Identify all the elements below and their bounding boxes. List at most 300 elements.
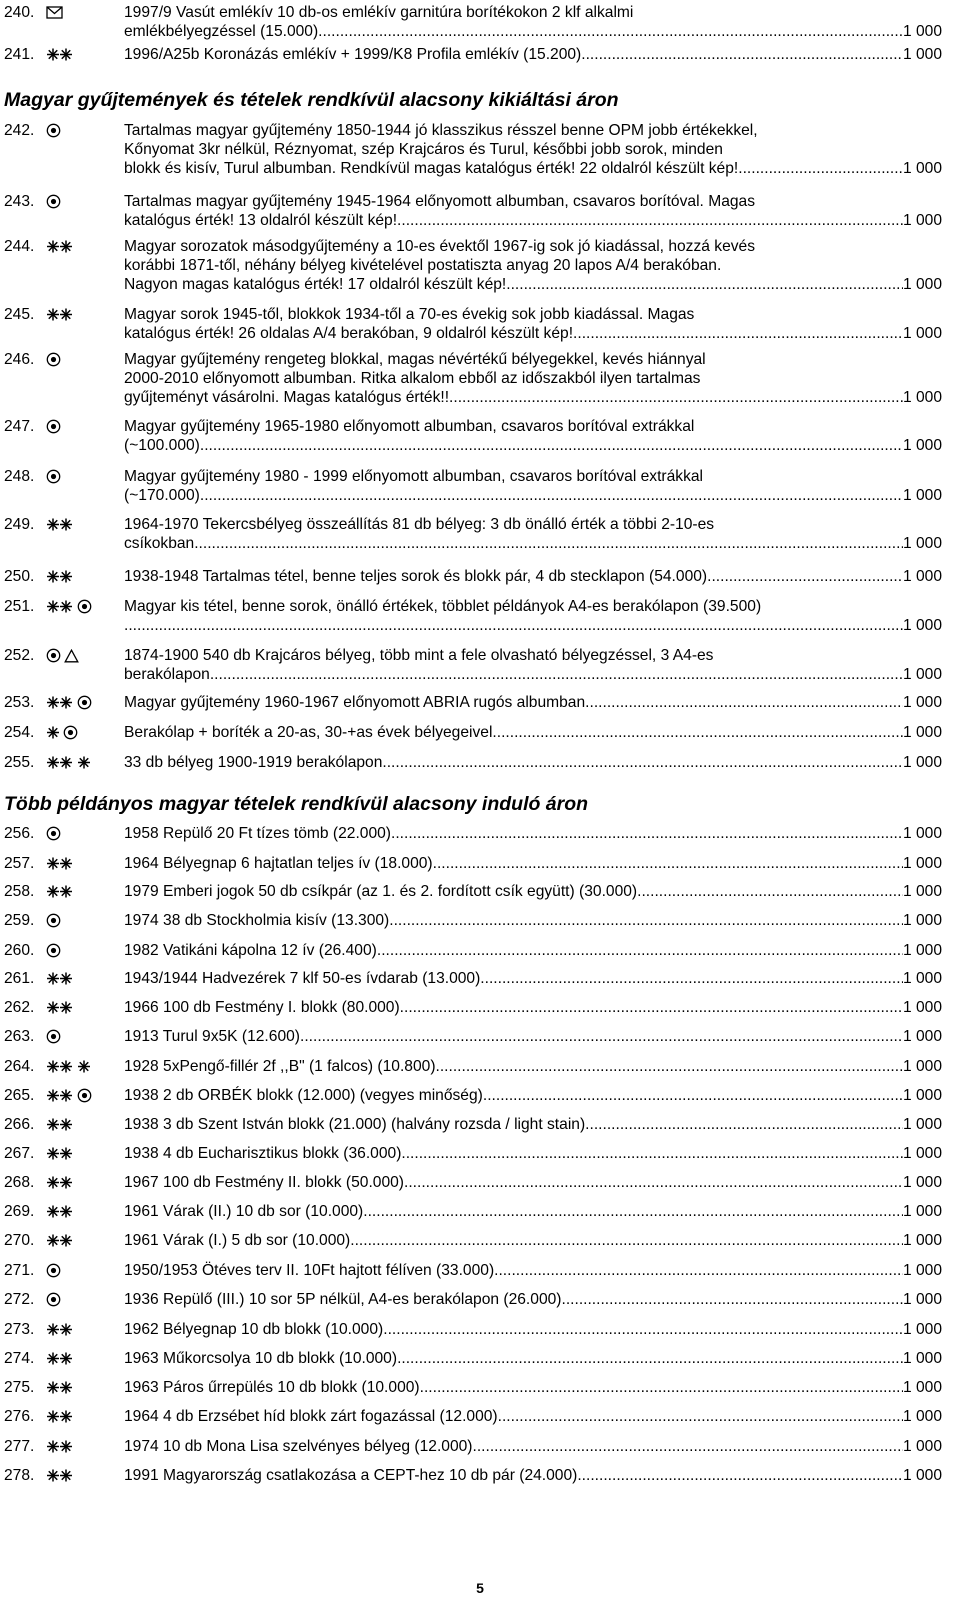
lot-description: [124, 567, 942, 586]
description-text: katalógus érték! 13 oldalról készült kép!: [124, 212, 398, 229]
double-asterisk-icon: [46, 240, 74, 253]
dot-leader: [391, 824, 903, 843]
description-line: [124, 159, 942, 178]
double-asterisk-icon: [46, 1060, 74, 1073]
starting-price: 1 000: [902, 912, 942, 929]
description-text: berakólapon: [124, 666, 210, 683]
dot-leader: [194, 534, 903, 553]
lot-number: 242.: [4, 122, 35, 139]
postmark-circle-icon: [77, 1088, 92, 1103]
description-text: Magyar gyűjtemény 1960-1967 előnyomott ABRIA rugós albumban: [124, 694, 586, 711]
starting-price: 1 000: [902, 212, 942, 229]
lot-description: [124, 1320, 942, 1339]
dot-leader: [561, 1290, 902, 1309]
starting-price: 1 000: [902, 568, 942, 585]
double-asterisk-icon: [46, 518, 74, 531]
description-text: 1938 4 db Eucharisztikus blokk (36.000): [124, 1145, 402, 1162]
dot-leader: [397, 211, 903, 230]
condition-symbols: [46, 1087, 92, 1104]
description-line: Magyar sorozatok másodgyűjtemény a 10-es évektől 1967-ig sok jó kiadással, hozzá kevés: [124, 238, 756, 255]
starting-price: 1 000: [902, 1379, 942, 1396]
condition-symbols: [46, 1321, 74, 1338]
dot-leader: [473, 1437, 903, 1456]
starting-price: 1 000: [902, 1408, 942, 1425]
starting-price: 1 000: [902, 1467, 942, 1484]
starting-price: 1 000: [902, 1174, 942, 1191]
description-text: 1996/A25b Koronázás emlékív + 1999/K8 Profila emlékív (15.200): [124, 46, 582, 63]
postmark-circle-icon: [46, 1029, 61, 1044]
description-line: [124, 665, 942, 684]
postmark-circle-icon: [46, 648, 61, 663]
description-text: katalógus érték! 26 oldalas A/4 berakóban, 9 oldalról készült kép!: [124, 325, 574, 342]
postmark-circle-icon: [46, 123, 61, 138]
starting-price: 1 000: [902, 1028, 942, 1045]
page-number: 5: [476, 1580, 484, 1596]
condition-symbols: [46, 46, 74, 63]
lot-description: [124, 417, 942, 455]
envelope-icon: [46, 6, 63, 19]
condition-symbols: [46, 825, 61, 842]
description-line: [124, 1261, 942, 1280]
triangle-icon: [64, 649, 79, 663]
description-line: [124, 388, 942, 407]
lot-number: 248.: [4, 468, 35, 485]
condition-symbols: [46, 647, 79, 664]
lot-number: 263.: [4, 1028, 35, 1045]
description-line: [124, 911, 942, 930]
dot-leader: [581, 45, 903, 64]
postmark-circle-icon: [46, 419, 61, 434]
description-text: 1963 Műkorcsolya 10 db blokk (10.000): [124, 1350, 398, 1367]
starting-price: 1 000: [902, 1262, 942, 1279]
lot-description: [124, 1202, 942, 1221]
lot-number: 256.: [4, 825, 35, 842]
lot-number: 268.: [4, 1174, 35, 1191]
condition-symbols: [46, 1438, 74, 1455]
lot-number: 271.: [4, 1262, 35, 1279]
condition-symbols: [46, 122, 61, 139]
description-line: [124, 753, 942, 772]
condition-symbols: [46, 568, 74, 585]
description-text: 1962 Bélyegnap 10 db blokk (10.000): [124, 1321, 384, 1338]
description-text: csíkokban: [124, 535, 195, 552]
postmark-circle-icon: [46, 826, 61, 841]
description-line: [124, 534, 942, 553]
lot-description: [124, 3, 942, 41]
double-asterisk-icon: [46, 308, 74, 321]
double-asterisk-icon: [46, 1001, 74, 1014]
starting-price: 1 000: [902, 276, 942, 293]
section-heading: Magyar gyűjtemények és tételek rendkívül alacsony kikiáltási áron: [4, 89, 619, 111]
dot-leader: [124, 616, 903, 635]
description-line: Magyar kis tétel, benne sorok, önálló értékek, többlet példányok A4-es berakólapon (39.500): [124, 598, 762, 615]
lot-number: 258.: [4, 883, 35, 900]
description-text: 1961 Várak (I.) 5 db sor (10.000): [124, 1232, 351, 1249]
asterisk-icon: [77, 1060, 91, 1073]
description-text: 1991 Magyarország csatlakozása a CEPT-hez 10 db pár (24.000): [124, 1467, 578, 1484]
condition-symbols: [46, 1028, 61, 1045]
starting-price: 1 000: [902, 999, 942, 1016]
lot-description: [124, 1144, 942, 1163]
starting-price: 1 000: [902, 1321, 942, 1338]
starting-price: 1 000: [902, 754, 942, 771]
condition-symbols: [46, 306, 74, 323]
lot-number: 246.: [4, 351, 35, 368]
lot-number: 255.: [4, 754, 35, 771]
description-line: [124, 998, 942, 1017]
description-line: [124, 1349, 942, 1368]
description-line: [124, 1290, 942, 1309]
description-line: Kőnyomat 3kr nélkül, Réznyomat, szép Krajcáros és Turul, későbbi jobb sorok, minden: [124, 141, 723, 158]
double-asterisk-icon: [46, 1118, 74, 1131]
dot-leader: [200, 486, 903, 505]
section-heading: Több példányos magyar tételek rendkívül alacsony induló áron: [4, 793, 589, 815]
double-asterisk-icon: [46, 1147, 74, 1160]
double-asterisk-icon: [46, 1234, 74, 1247]
double-asterisk-icon: [46, 1352, 74, 1365]
description-text: 1974 10 db Mona Lisa szelvényes bélyeg (12.000): [124, 1438, 473, 1455]
lot-number: 245.: [4, 306, 35, 323]
lot-description: [124, 646, 942, 684]
postmark-circle-icon: [77, 599, 92, 614]
description-line: korábbi 1871-től, néhány bélyeg kivételével postatiszta anyag 20 lapos A/4 berakóban.: [124, 257, 722, 274]
description-text: 1938-1948 Tartalmas tétel, benne teljes sorok és blokk pár, 4 db stecklapon (54.000): [124, 568, 708, 585]
starting-price: 1 000: [902, 389, 942, 406]
lot-number: 278.: [4, 1467, 35, 1484]
lot-description: [124, 1231, 942, 1250]
starting-price: 1 000: [902, 437, 942, 454]
description-line: [124, 1437, 942, 1456]
lot-number: 267.: [4, 1145, 35, 1162]
description-line: [124, 941, 942, 960]
lot-number: 261.: [4, 970, 35, 987]
lot-description: [124, 1378, 942, 1397]
condition-symbols: [46, 1174, 74, 1191]
lot-description: [124, 753, 942, 772]
double-asterisk-icon: [46, 756, 74, 769]
postmark-circle-icon: [63, 725, 78, 740]
dot-leader: [577, 1466, 903, 1485]
description-text: 1961 Várak (II.) 10 db sor (10.000): [124, 1203, 364, 1220]
double-asterisk-icon: [46, 857, 74, 870]
lot-number: 249.: [4, 516, 35, 533]
description-text: 33 db bélyeg 1900-1919 berakólapon: [124, 754, 383, 771]
dot-leader: [585, 693, 903, 712]
lot-number: 244.: [4, 238, 35, 255]
dot-leader: [383, 1320, 903, 1339]
condition-symbols: [46, 694, 92, 711]
starting-price: 1 000: [902, 325, 942, 342]
starting-price: 1 000: [902, 883, 942, 900]
description-line: [124, 616, 942, 635]
description-text: 1950/1953 Ötéves terv II. 10Ft hajtott félíven (33.000): [124, 1262, 495, 1279]
double-asterisk-icon: [46, 1469, 74, 1482]
description-line: [124, 882, 942, 901]
dot-leader: [707, 567, 903, 586]
condition-symbols: [46, 1145, 74, 1162]
lot-number: 266.: [4, 1116, 35, 1133]
starting-price: 1 000: [902, 1232, 942, 1249]
lot-description: [124, 1437, 942, 1456]
lot-number: 265.: [4, 1087, 35, 1104]
dot-leader: [738, 159, 903, 178]
description-line: [124, 567, 942, 586]
description-line: Magyar gyűjtemény 1965-1980 előnyomott albumban, csavaros borítóval extrákkal: [124, 418, 695, 435]
starting-price: 1 000: [902, 855, 942, 872]
description-text: gyűjteményt vásárolni. Magas katalógus érték!!: [124, 389, 450, 406]
dot-leader: [401, 1144, 903, 1163]
condition-symbols: [46, 1058, 91, 1075]
postmark-circle-icon: [46, 469, 61, 484]
lot-description: [124, 1466, 942, 1485]
description-line: Magyar gyűjtemény 1980 - 1999 előnyomott albumban, csavaros borítóval extrákkal: [124, 468, 704, 485]
dot-leader: [404, 1173, 903, 1192]
description-text: 1936 Repülő (III.) 10 sor 5P nélkül, A4-es berakólapon (26.000): [124, 1291, 562, 1308]
double-asterisk-icon: [46, 1176, 74, 1189]
dot-leader: [492, 723, 903, 742]
postmark-circle-icon: [77, 695, 92, 710]
double-asterisk-icon: [46, 48, 74, 61]
lot-number: 259.: [4, 912, 35, 929]
lot-description: [124, 969, 942, 988]
dot-leader: [389, 911, 903, 930]
description-text: 1943/1944 Hadvezérek 7 klf 50-es ívdarab (13.000): [124, 970, 481, 987]
double-asterisk-icon: [46, 570, 74, 583]
dot-leader: [397, 1349, 903, 1368]
description-line: [124, 275, 942, 294]
lot-description: [124, 911, 942, 930]
description-line: [124, 1144, 942, 1163]
lot-number: 274.: [4, 1350, 35, 1367]
description-line: Tartalmas magyar gyűjtemény 1850-1944 jó klasszikus résszel benne OPM jobb értékekkel,: [124, 122, 758, 139]
starting-price: 1 000: [902, 825, 942, 842]
description-line: Tartalmas magyar gyűjtemény 1945-1964 előnyomott albumban, csavaros borítóval. Magas: [124, 193, 756, 210]
condition-symbols: [46, 1350, 74, 1367]
postmark-circle-icon: [46, 943, 61, 958]
double-asterisk-icon: [46, 1410, 74, 1423]
lot-number: 243.: [4, 193, 35, 210]
condition-symbols: [46, 1379, 74, 1396]
description-line: [124, 1407, 942, 1426]
lot-number: 253.: [4, 694, 35, 711]
double-asterisk-icon: [46, 972, 74, 985]
dot-leader: [382, 753, 903, 772]
description-line: Magyar gyűjtemény rengeteg blokkal, magas névértékű bélyegekkel, kevés hiánnyal: [124, 351, 706, 368]
starting-price: 1 000: [902, 160, 942, 177]
double-asterisk-icon: [46, 696, 74, 709]
description-text: emlékbélyegzéssel (15.000): [124, 23, 319, 40]
lot-number: 254.: [4, 724, 35, 741]
starting-price: 1 000: [902, 487, 942, 504]
description-text: 1938 2 db ORBÉK blokk (12.000) (vegyes minőség): [124, 1087, 483, 1104]
lot-description: [124, 1057, 942, 1076]
dot-leader: [436, 1057, 903, 1076]
description-text: 1928 5xPengő-fillér 2f ,,B" (1 falcos) (10.800): [124, 1058, 436, 1075]
condition-symbols: [46, 1408, 74, 1425]
double-asterisk-icon: [46, 1205, 74, 1218]
lot-number: 241.: [4, 46, 35, 63]
description-line: [124, 969, 942, 988]
lot-description: [124, 1115, 942, 1134]
double-asterisk-icon: [46, 1323, 74, 1336]
description-line: [124, 1378, 942, 1397]
lot-number: 240.: [4, 4, 35, 21]
lot-number: 275.: [4, 1379, 35, 1396]
lot-description: [124, 854, 942, 873]
dot-leader: [498, 1407, 903, 1426]
condition-symbols: [46, 1232, 74, 1249]
dot-leader: [480, 969, 903, 988]
dot-leader: [494, 1261, 903, 1280]
lot-number: 252.: [4, 647, 35, 664]
condition-symbols: [46, 351, 61, 368]
description-line: [124, 824, 942, 843]
dot-leader: [400, 998, 903, 1017]
description-line: [124, 1320, 942, 1339]
dot-leader: [210, 665, 903, 684]
dot-leader: [449, 388, 903, 407]
condition-symbols: [46, 855, 74, 872]
double-asterisk-icon: [46, 1440, 74, 1453]
description-line: [124, 486, 942, 505]
dot-leader: [483, 1086, 903, 1105]
starting-price: 1 000: [902, 694, 942, 711]
lot-description: [124, 515, 942, 553]
dot-leader: [506, 275, 903, 294]
starting-price: 1 000: [902, 1058, 942, 1075]
description-text: Nagyon magas katalógus érték! 17 oldalról készült kép!: [124, 276, 507, 293]
description-text: (~170.000): [124, 487, 200, 504]
double-asterisk-icon: [46, 1381, 74, 1394]
double-asterisk-icon: [46, 600, 74, 613]
description-text: 1979 Emberi jogok 50 db csíkpár (az 1. és 2. fordított csík együtt) (30.000): [124, 883, 638, 900]
condition-symbols: [46, 883, 74, 900]
lot-number: 251.: [4, 598, 35, 615]
lot-description: [124, 723, 942, 742]
description-text: 1974 38 db Stockholmia kisív (13.300): [124, 912, 390, 929]
lot-description: [124, 998, 942, 1017]
condition-symbols: [46, 724, 78, 741]
description-text: 1963 Páros űrrepülés 10 db blokk (10.000): [124, 1379, 420, 1396]
condition-symbols: [46, 999, 74, 1016]
description-line: [124, 324, 942, 343]
lot-number: 272.: [4, 1291, 35, 1308]
description-text: Berakólap + boríték a 20-as, 30-+as évek bélyegeivel: [124, 724, 493, 741]
starting-price: 1 000: [902, 724, 942, 741]
lot-description: [124, 1290, 942, 1309]
lot-description: [124, 1086, 942, 1105]
description-text: 1964 4 db Erzsébet híd blokk zárt fogazással (12.000): [124, 1408, 498, 1425]
condition-symbols: [46, 1262, 61, 1279]
asterisk-icon: [77, 756, 91, 769]
lot-description: [124, 597, 942, 635]
dot-leader: [420, 1378, 903, 1397]
lot-number: 250.: [4, 568, 35, 585]
starting-price: 1 000: [902, 535, 942, 552]
dot-leader: [585, 1115, 903, 1134]
lot-number: 262.: [4, 999, 35, 1016]
starting-price: 1 000: [902, 970, 942, 987]
description-text: 1938 3 db Szent István blokk (21.000) (halvány rozsda / light stain): [124, 1116, 586, 1133]
description-line: [124, 1202, 942, 1221]
description-text: 1982 Vatikáni kápolna 12 ív (26.400): [124, 942, 377, 959]
lot-description: [124, 350, 942, 407]
dot-leader: [363, 1202, 903, 1221]
description-text: blokk és kisív, Turul albumban. Rendkívül magas katalógus érték! 22 oldalról készült kép!: [124, 160, 739, 177]
lot-description: [124, 1261, 942, 1280]
description-line: 1964-1970 Tekercsbélyeg összeállítás 81 db bélyeg: 3 db önálló érték a többi 2-10-es: [124, 516, 715, 533]
condition-symbols: [46, 1203, 74, 1220]
dot-leader: [377, 941, 903, 960]
starting-price: 1 000: [902, 23, 942, 40]
dot-leader: [637, 882, 903, 901]
condition-symbols: [46, 238, 74, 255]
description-text: 1964 Bélyegnap 6 hajtatlan teljes ív (18.000): [124, 855, 433, 872]
description-text: 1913 Turul 9x5K (12.600): [124, 1028, 300, 1045]
lot-number: 257.: [4, 855, 35, 872]
dot-leader: [350, 1231, 903, 1250]
description-line: [124, 1231, 942, 1250]
description-line: [124, 1027, 942, 1046]
description-line: [124, 436, 942, 455]
starting-price: 1 000: [902, 942, 942, 959]
lot-description: [124, 1407, 942, 1426]
description-line: Magyar sorok 1945-től, blokkok 1934-től a 70-es évekig sok jobb kiadással. Magas: [124, 306, 695, 323]
lot-number: 247.: [4, 418, 35, 435]
postmark-circle-icon: [46, 194, 61, 209]
postmark-circle-icon: [46, 352, 61, 367]
description-line: [124, 693, 942, 712]
condition-symbols: [46, 418, 61, 435]
dot-leader: [573, 324, 903, 343]
condition-symbols: [46, 942, 61, 959]
starting-price: 1 000: [902, 1350, 942, 1367]
condition-symbols: [46, 516, 74, 533]
description-line: 1997/9 Vasút emlékív 10 db-os emlékív garnitúra borítékokon 2 klf alkalmi: [124, 4, 634, 21]
description-text: 1967 100 db Festmény II. blokk (50.000): [124, 1174, 404, 1191]
lot-number: 269.: [4, 1203, 35, 1220]
lot-number: 264.: [4, 1058, 35, 1075]
starting-price: 1 000: [902, 1291, 942, 1308]
description-line: [124, 1466, 942, 1485]
starting-price: 1 000: [902, 1145, 942, 1162]
dot-leader: [433, 854, 903, 873]
postmark-circle-icon: [46, 1292, 61, 1307]
dot-leader: [318, 22, 903, 41]
lot-description: [124, 882, 942, 901]
lot-description: [124, 1349, 942, 1368]
condition-symbols: [46, 970, 74, 987]
description-line: [124, 1115, 942, 1134]
asterisk-icon: [46, 726, 60, 739]
description-line: [124, 1086, 942, 1105]
description-text: (~100.000): [124, 437, 200, 454]
dot-leader: [300, 1027, 903, 1046]
description-line: [124, 854, 942, 873]
condition-symbols: [46, 1291, 61, 1308]
lot-description: [124, 1027, 942, 1046]
starting-price: 1 000: [902, 46, 942, 63]
description-text: 1966 100 db Festmény I. blokk (80.000): [124, 999, 400, 1016]
lot-number: 270.: [4, 1232, 35, 1249]
description-line: [124, 211, 942, 230]
lot-number: 260.: [4, 942, 35, 959]
condition-symbols: [46, 754, 91, 771]
double-asterisk-icon: [46, 1089, 74, 1102]
description-line: 1874-1900 540 db Krajcáros bélyeg, több mint a fele olvasható bélyegzéssel, 3 A4-es: [124, 647, 714, 664]
lot-description: [124, 305, 942, 343]
lot-description: [124, 237, 942, 294]
